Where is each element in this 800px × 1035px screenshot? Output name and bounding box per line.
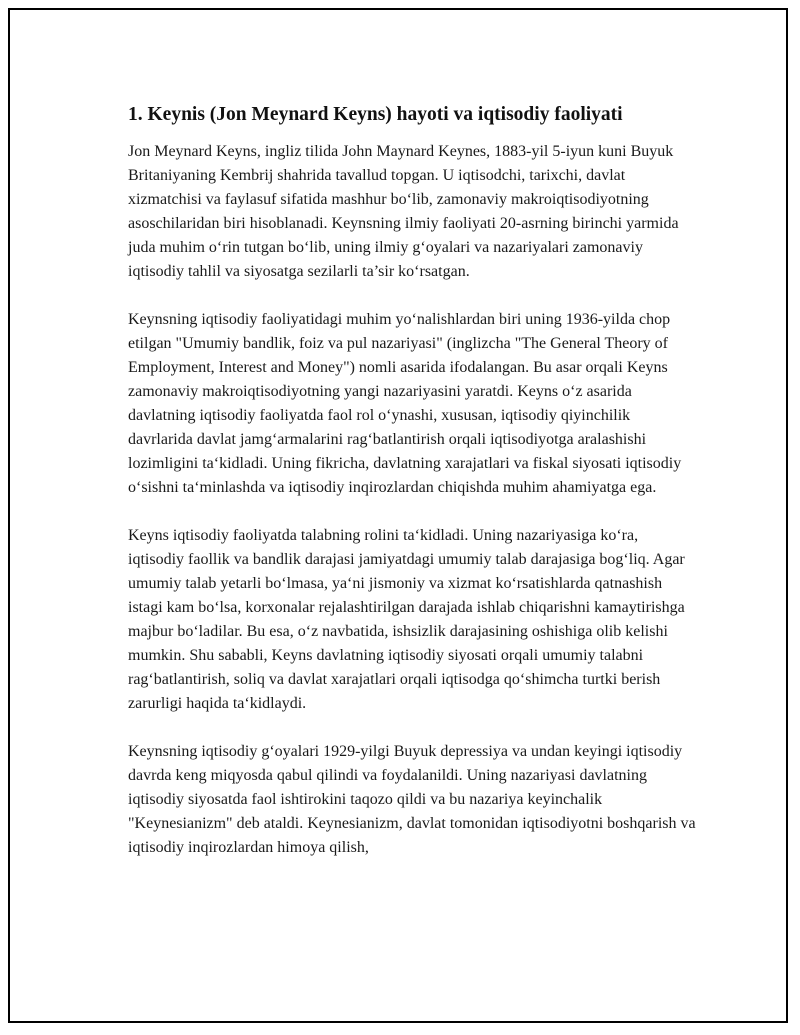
page-frame	[8, 8, 788, 1023]
paragraph-2: Keynsning iqtisodiy faoliyatidagi muhim yo‘nalishlardan biri uning 1936-yilda chop etilgan "Umumiy bandlik, foiz va pul nazariyasi" (inglizcha "The General Theory of Employment, Interest and Money") nomli asarida ifodalangan. Bu asar orqali Keyns zamonaviy makroiqtisodiyotning yangi nazariyasini yaratdi. Keyns o‘z asarida davlatning iqtisodiy faoliyatda faol rol o‘ynashi, xususan, iqtisodiy qiyinchilik davrlarida davlat jamg‘armalarini rag‘batlantirish orqali iqtisodiyotga aralashishi lozimligini ta‘kidladi. Uning fikricha, davlatning xarajatlari va fiskal siyosati iqtisodiy o‘sishni ta‘minlashda va iqtisodiy inqirozlardan chiqishda muhim ahamiyatga ega.	[128, 311, 682, 496]
paragraph-3: Keyns iqtisodiy faoliyatda talabning rolini ta‘kidladi. Uning nazariyasiga ko‘ra, iqtisodiy faollik va bandlik darajasi jamiyatdagi umumiy talab darajasiga bog‘liq. Agar umumiy talab yetarli bo‘lmasa, ya‘ni jismoniy va xizmat ko‘rsatishlarda qatnashish istagi kam bo‘lsa, korxonalar rejalashtirilgan darajada ishlab chiqarishni kamaytirishga majbur bo‘ladilar. Bu esa, o‘z navbatida, ishsizlik darajasining oshishiga olib kelishi mumkin. Shu sababli, Keyns davlatning iqtisodiy siyosati orqali umumiy talabni rag‘batlantirish, soliq va davlat xarajatlari orqali iqtisodga qo‘shimcha turtki berish zarurligi haqida ta‘kidlaydi.	[128, 527, 685, 712]
paragraph-1: Jon Meynard Keyns, ingliz tilida John Maynard Keynes, 1883-yil 5-iyun kuni Buyuk Britaniyaning Kembrij shahrida tavallud topgan. U iqtisodchi, tarixchi, davlat xizmatchisi va faylasuf sifatida mashhur bo‘lib, zamonaviy makroiqtisodiyotning asoschilaridan biri hisoblanadi. Keynsning ilmiy faoliyati 20-asrning birinchi yarmida juda muhim o‘rin tutgan bo‘lib, uning ilmiy g‘oyalari va nazariyalari zamonaviy iqtisodiy tahlil va siyosatga sezilarli ta’sir ko‘rsatgan.	[128, 143, 679, 280]
document-body	[128, 102, 698, 884]
section-heading: 1. Keynis (Jon Meynard Keyns) hayoti va iqtisodiy faoliyati	[128, 104, 623, 125]
paragraph-4: Keynsning iqtisodiy g‘oyalari 1929-yilgi Buyuk depressiya va undan keyingi iqtisodiy davrda keng miqyosda qabul qilindi va foydalanildi. Uning nazariyasi davlatning iqtisodiy siyosatda faol ishtirokini taqozo qildi va bu nazariya keyinchalik "Keynesianizm" deb ataldi. Keynesianizm, davlat tomonidan iqtisodiyotni boshqarish va iqtisodiy inqirozlardan himoya qilish,	[128, 743, 696, 856]
